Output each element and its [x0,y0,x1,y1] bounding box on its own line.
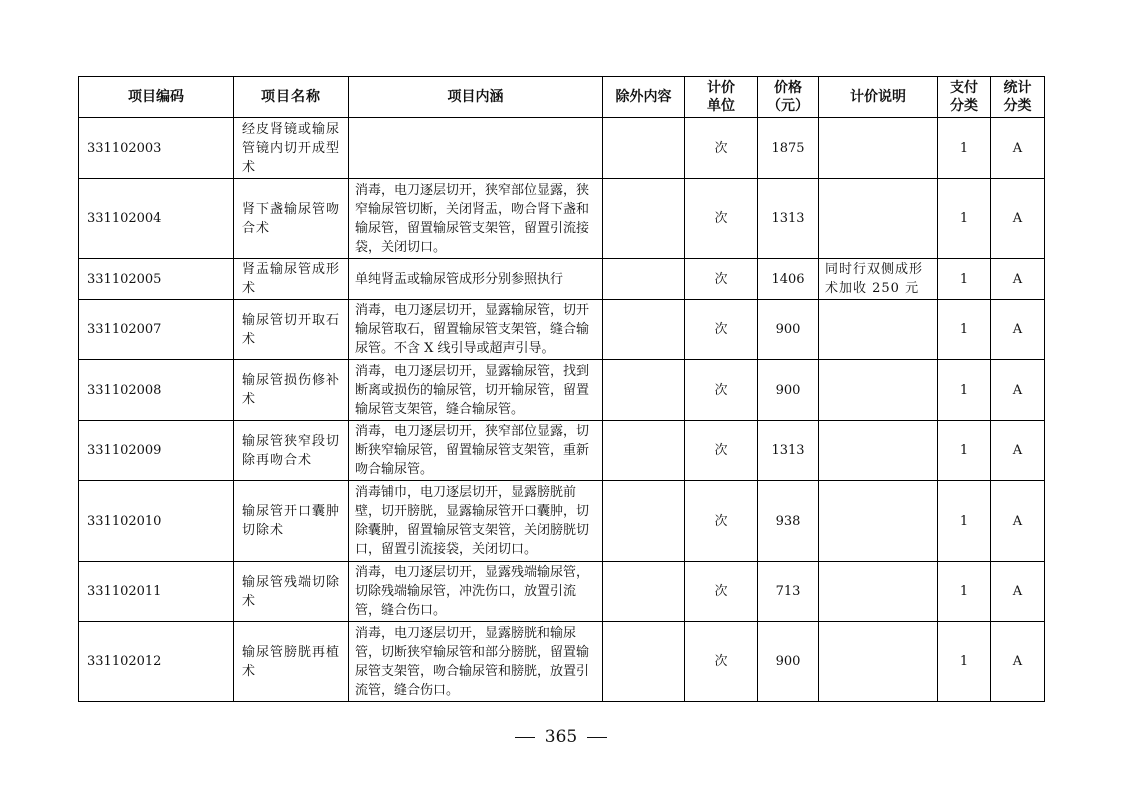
row-content: 消毒，电刀逐层切开，显露输尿管，切开输尿管取石，留置输尿管支架管，缝合输尿管。不含 X 线引导或超声引导。 [349,300,603,360]
price-table [78,76,1045,702]
row-stat: A [991,421,1045,481]
row-excluded [603,300,685,360]
row-note [819,300,938,360]
row-unit: 次 [685,259,758,300]
row-content: 消毒，电刀逐层切开，显露输尿管，找到断离或损伤的输尿管，切开输尿管，留置输尿管支架管，缝合输尿管。 [349,360,603,421]
row-name: 输尿管残端切除术 [234,562,349,622]
row-pay: 1 [938,300,991,360]
row-excluded [603,179,685,259]
row-stat: A [991,622,1045,702]
row-note [819,118,938,179]
row-excluded [603,622,685,702]
row-name: 经皮肾镜或输尿管镜内切开成型术 [234,118,349,179]
row-price: 900 [758,622,819,702]
table-row [79,622,1045,702]
row-name: 肾下盏输尿管吻合术 [234,179,349,259]
row-pay: 1 [938,622,991,702]
row-unit: 次 [685,300,758,360]
row-name: 肾盂输尿管成形术 [234,259,349,300]
table-row [79,481,1045,562]
row-note [819,622,938,702]
header-name: 项目名称 [234,77,349,118]
price-table-container [78,76,1044,702]
row-code: 331102012 [79,622,234,702]
row-content: 消毒，电刀逐层切开，显露残端输尿管，切除残端输尿管，冲洗伤口，放置引流管，缝合伤口。 [349,562,603,622]
row-stat: A [991,360,1045,421]
row-code: 331102003 [79,118,234,179]
row-name: 输尿管狭窄段切除再吻合术 [234,421,349,481]
row-price: 1875 [758,118,819,179]
row-unit: 次 [685,622,758,702]
table-row [79,118,1045,179]
row-content: 消毒，电刀逐层切开，显露膀胱和输尿管，切断狭窄输尿管和部分膀胱，留置输尿管支架管，吻合输尿管和膀胱，放置引流管，缝合伤口。 [349,622,603,702]
footer-dash-right [587,737,607,738]
table-row [79,562,1045,622]
row-excluded [603,118,685,179]
row-excluded [603,421,685,481]
row-pay: 1 [938,562,991,622]
row-pay: 1 [938,118,991,179]
row-content: 消毒铺巾，电刀逐层切开，显露膀胱前壁，切开膀胱，显露输尿管开口囊肿，切除囊肿，留置输尿管支架管，关闭膀胱切口，留置引流接袋，关闭切口。 [349,481,603,562]
table-row [79,259,1045,300]
row-excluded [603,259,685,300]
row-content [349,118,603,179]
row-content: 消毒，电刀逐层切开，狭窄部位显露，切断狭窄输尿管，留置输尿管支架管，重新吻合输尿管。 [349,421,603,481]
row-stat: A [991,179,1045,259]
header-content: 项目内涵 [349,77,603,118]
row-code: 331102008 [79,360,234,421]
header-code: 项目编码 [79,77,234,118]
row-stat: A [991,300,1045,360]
row-content: 消毒，电刀逐层切开，狭窄部位显露，狭窄输尿管切断，关闭肾盂，吻合肾下盏和输尿管，留置输尿管支架管，留置引流接袋，关闭切口。 [349,179,603,259]
page-footer [0,727,1122,747]
row-stat: A [991,118,1045,179]
row-price: 1313 [758,421,819,481]
row-note [819,562,938,622]
row-pay: 1 [938,360,991,421]
table-row [79,179,1045,259]
row-unit: 次 [685,421,758,481]
row-stat: A [991,481,1045,562]
header-note: 计价说明 [819,77,938,118]
table-header-row [79,77,1045,118]
row-code: 331102009 [79,421,234,481]
row-note [819,481,938,562]
row-note [819,360,938,421]
row-note [819,421,938,481]
row-name: 输尿管切开取石术 [234,300,349,360]
row-unit: 次 [685,118,758,179]
row-price: 938 [758,481,819,562]
row-unit: 次 [685,481,758,562]
row-price: 900 [758,300,819,360]
row-pay: 1 [938,421,991,481]
row-unit: 次 [685,179,758,259]
row-note: 同时行双侧成形术加收 250 元 [819,259,938,300]
row-pay: 1 [938,259,991,300]
header-unit: 计价 单位 [685,77,758,118]
table-row [79,300,1045,360]
row-excluded [603,562,685,622]
row-code: 331102004 [79,179,234,259]
row-content: 单纯肾盂或输尿管成形分别参照执行 [349,259,603,300]
row-pay: 1 [938,481,991,562]
row-name: 输尿管膀胱再植术 [234,622,349,702]
row-excluded [603,360,685,421]
footer-dash-left [515,737,535,738]
row-price: 1406 [758,259,819,300]
row-unit: 次 [685,360,758,421]
row-code: 331102010 [79,481,234,562]
row-code: 331102011 [79,562,234,622]
row-name: 输尿管开口囊肿切除术 [234,481,349,562]
row-code: 331102007 [79,300,234,360]
row-pay: 1 [938,179,991,259]
header-pay: 支付 分类 [938,77,991,118]
row-stat: A [991,259,1045,300]
row-code: 331102005 [79,259,234,300]
row-price: 713 [758,562,819,622]
page-number: 365 [544,727,578,747]
header-excluded: 除外内容 [603,77,685,118]
table-row [79,360,1045,421]
row-price: 900 [758,360,819,421]
row-price: 1313 [758,179,819,259]
row-unit: 次 [685,562,758,622]
row-note [819,179,938,259]
header-price: 价格 （元） [758,77,819,118]
row-stat: A [991,562,1045,622]
table-row [79,421,1045,481]
row-excluded [603,481,685,562]
header-stat: 统计 分类 [991,77,1045,118]
row-name: 输尿管损伤修补术 [234,360,349,421]
